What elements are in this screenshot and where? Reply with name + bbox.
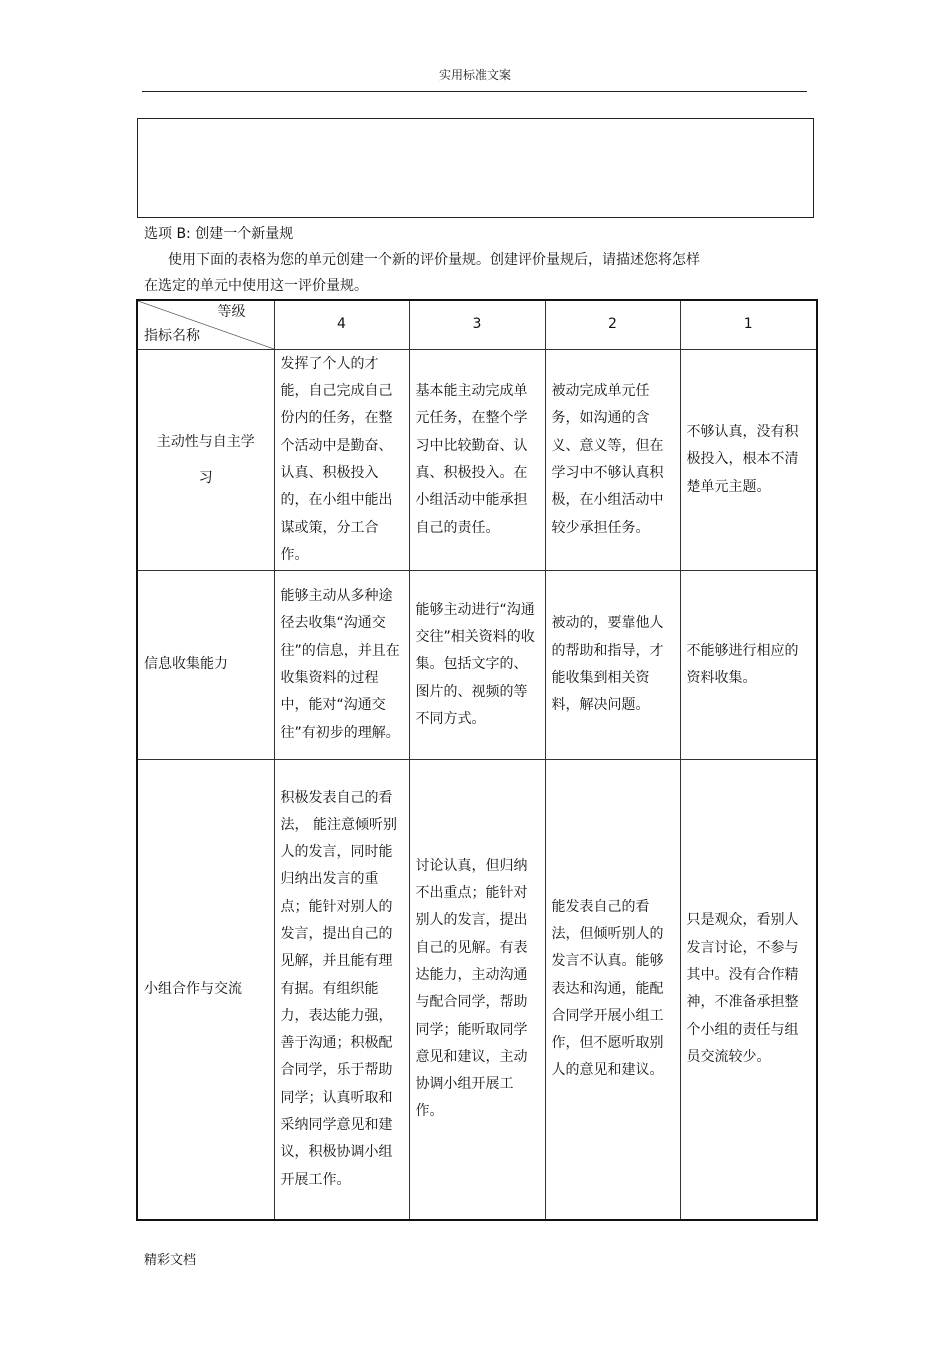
- header-divider: [142, 91, 807, 92]
- level-header-1: 1: [680, 300, 817, 350]
- intro-paragraph: [144, 247, 784, 299]
- descriptor-cell: 被动的，要靠他人的帮助和指导，才能收集到相关资料，解决问题。: [545, 571, 680, 760]
- level-header-3: 3: [409, 300, 545, 350]
- descriptor-cell: 被动完成单元任务，如沟通的含义、意义等，但在学习中不够认真积极，在小组活动中较少承担任务。: [545, 350, 680, 571]
- descriptor-cell: 能发表自己的看法，但倾听别人的发言不认真。能够表达和沟通，能配合同学开展小组工作，但不愿听取别人的意见和建议。: [545, 760, 680, 1220]
- corner-level-label: 等级: [217, 304, 246, 320]
- option-heading: 选项 B: 创建一个新量规: [144, 226, 294, 242]
- table-row: [137, 760, 817, 1220]
- criterion-cell: [137, 350, 274, 571]
- table-row: [137, 571, 817, 760]
- criterion-cell: 信息收集能力: [137, 571, 274, 760]
- page-header-title: 实用标准文案: [438, 68, 511, 82]
- descriptor-cell: 不能够进行相应的资料收集。: [680, 571, 817, 760]
- descriptor-cell: 不够认真，没有积极投入，根本不清楚单元主题。: [680, 350, 817, 571]
- criterion-label-line-1: 主动性与自主学: [156, 434, 255, 450]
- descriptor-cell: 基本能主动完成单元任务，在整个学习中比较勤奋、认真、积极投入。在小组活动中能承担自己的责任。: [409, 350, 545, 571]
- descriptor-cell: 积极发表自己的看法， 能注意倾听别人的发言，同时能归纳出发言的重点；能针对别人的发言，提出自己的见解，并且能有理有据。有组织能力，表达能力强，善于沟通；积极配合同学，乐于帮助同学；认真听取和采纳同学意见和建议，积极协调小组开展工作。: [274, 760, 409, 1220]
- level-header-4: 4: [274, 300, 409, 350]
- table-header-row: [137, 300, 817, 350]
- page-footer: 精彩文档: [144, 1253, 197, 1268]
- intro-line-2: 在选定的单元中使用这一评价量规。: [144, 278, 368, 294]
- rubric-table: [136, 299, 818, 1221]
- descriptor-cell: 只是观众，看别人发言讨论，不参与其中。没有合作精神，不准备承担整个小组的责任与组员交流较少。: [680, 760, 817, 1220]
- intro-line-1: 使用下面的表格为您的单元创建一个新的评价量规。创建评价量规后，请描述您将怎样: [168, 252, 700, 268]
- table-row: [137, 350, 817, 571]
- descriptor-cell: 能够主动进行“沟通交往”相关资料的收集。包括文字的、图片的、视频的等不同方式。: [409, 571, 545, 760]
- criterion-cell: 小组合作与交流: [137, 760, 274, 1220]
- empty-answer-box: [137, 118, 814, 218]
- level-header-2: 2: [545, 300, 680, 350]
- diagonal-header-cell: [137, 300, 274, 350]
- descriptor-cell: 发挥了个人的才能，自己完成自己份内的任务，在整个活动中是勤奋、认真、积极投入的，在小组中能出谋或策，分工合作。: [274, 350, 409, 571]
- descriptor-cell: 能够主动从多种途径去收集“沟通交往”的信息，并且在收集资料的过程中，能对“沟通交往”有初步的理解。: [274, 571, 409, 760]
- corner-criterion-label: 指标名称: [144, 328, 200, 344]
- descriptor-cell: 讨论认真，但归纳不出重点；能针对别人的发言，提出自己的见解。有表达能力，主动沟通与配合同学，帮助同学；能听取同学意见和建议，主动协调小组开展工作。: [409, 760, 545, 1220]
- criterion-label-line-2: 习: [198, 470, 213, 486]
